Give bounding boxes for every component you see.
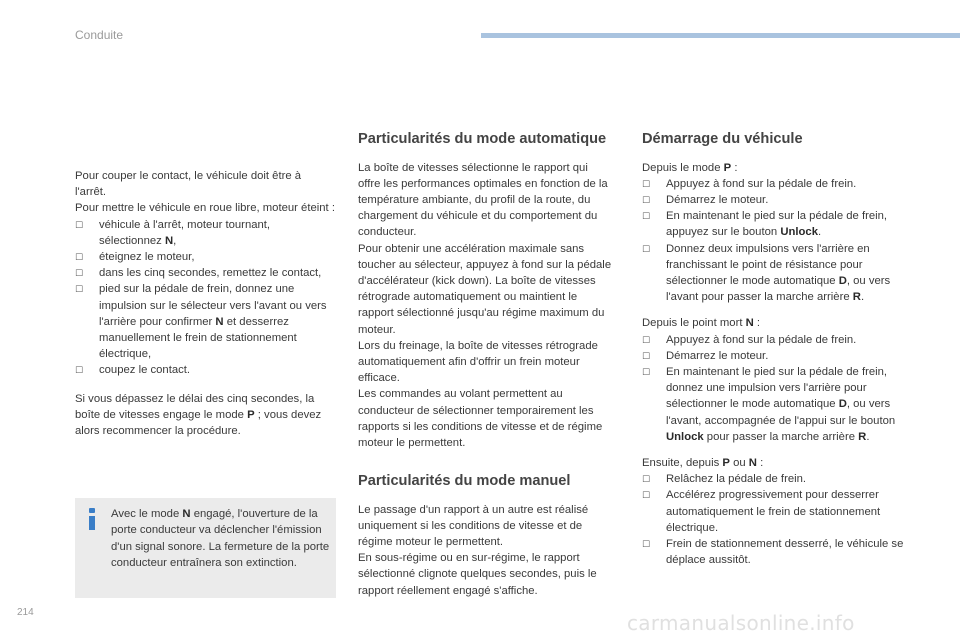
paragraph: Lors du freinage, la boîte de vitesses rétrograde automatiquement afin d'offrir un frein moteur efficace. bbox=[358, 339, 598, 385]
ballot-box-icon: ☐ bbox=[642, 178, 651, 189]
subsection-intro: Depuis le point mort N : bbox=[642, 317, 761, 330]
ballot-box-icon: ☐ bbox=[75, 284, 84, 295]
list-item: ☐ En maintenant le pied sur la pédale de frein, appuyez sur le bouton Unlock. bbox=[642, 210, 888, 239]
list-item: ☐ Appuyez à fond sur la pédale de frein. bbox=[642, 332, 904, 348]
intro-text: Pour couper le contact, le véhicule doit être à l'arrêt. bbox=[75, 170, 302, 199]
info-icon bbox=[87, 508, 99, 530]
section-title-start: Démarrage du véhicule bbox=[642, 131, 803, 147]
ballot-box-icon: ☐ bbox=[75, 252, 84, 263]
list-item: ☐ dans les cinq secondes, remettez le contact, bbox=[75, 265, 335, 281]
ballot-box-icon: ☐ bbox=[642, 350, 651, 361]
info-box bbox=[75, 498, 336, 598]
list-item: ☐ Accélérez progressivement pour desserrer automatiquement le frein de stationnement électrique. bbox=[642, 489, 881, 534]
section-title-auto: Particularités du mode automatique bbox=[358, 131, 607, 147]
paragraph: La boîte de vitesses sélectionne le rapport qui offre les performances optimales en fonction de la température ambiante, du profil de la route, du chargement du véhicule et du comportement du conducteur. bbox=[358, 161, 608, 239]
subsection-intro: Ensuite, depuis P ou N : bbox=[642, 456, 764, 469]
ballot-box-icon: ☐ bbox=[642, 334, 651, 345]
list-item: ☐ Donnez deux impulsions vers l'arrière en franchissant le point de résistance pour sélectionner le mode automatique D, ou vers l'avant pour passer la marche arrière R. bbox=[642, 242, 891, 304]
list-item: ☐ pied sur la pédale de frein, donnez une impulsion sur le sélecteur vers l'avant ou vers l'arrière pour confirmer N et desserrez manuellement le frein de stationnement électrique, bbox=[75, 283, 327, 361]
list-item: ☐ Démarrez le moteur. bbox=[642, 192, 904, 208]
list-item: ☐ Démarrez le moteur. bbox=[642, 348, 904, 364]
page-number: 214 bbox=[17, 607, 34, 618]
ballot-box-icon: ☐ bbox=[642, 194, 651, 205]
list-item: ☐ En maintenant le pied sur la pédale de frein, donnez une impulsion vers l'arrière pour sélectionner le mode automatique D, ou vers l'avant, accompagnée de l'appui sur le bouton Unlock pour passer la marche arrière R. bbox=[642, 365, 896, 443]
ballot-box-icon: ☐ bbox=[642, 538, 651, 549]
list-item: ☐ coupez le contact. bbox=[75, 362, 335, 378]
section-title-manual: Particularités du mode manuel bbox=[358, 473, 571, 490]
column-right bbox=[642, 131, 904, 568]
paragraph: En sous-régime ou en sur-régime, le rapport sélectionné clignote quelques secondes, puis le rapport réellement engagé s'affiche. bbox=[358, 552, 597, 597]
list-item: ☐ véhicule à l'arrêt, moteur tournant, sélectionnez N, bbox=[75, 218, 271, 247]
ballot-box-icon: ☐ bbox=[642, 211, 651, 222]
neutral-steps-list bbox=[75, 217, 335, 379]
paragraph: Le passage d'un rapport à un autre est réalisé uniquement si les conditions de vitesse et de régime moteur le permettent. bbox=[358, 503, 589, 549]
paragraph: Les commandes au volant permettent au conducteur de sélectionner temporairement les rapports si les conditions de vitesse et de régime moteur le permettent. bbox=[358, 388, 603, 449]
start-from-p-list bbox=[642, 176, 904, 306]
section-header: Conduite bbox=[75, 28, 124, 42]
ballot-box-icon: ☐ bbox=[75, 219, 84, 230]
column-left bbox=[75, 168, 335, 439]
after-start-list bbox=[642, 471, 904, 568]
watermark: carmanualsonline.info bbox=[627, 611, 855, 635]
list-item: ☐ Appuyez à fond sur la pédale de frein. bbox=[642, 176, 904, 192]
info-text: Avec le mode N engagé, l'ouverture de la porte conducteur va déclencher l'émission d'un signal sonore. La fermeture de la porte conducteur entraînera son extinction. bbox=[111, 508, 330, 570]
list-item: ☐ éteignez le moteur, bbox=[75, 249, 335, 265]
ballot-box-icon: ☐ bbox=[642, 474, 651, 485]
ballot-box-icon: ☐ bbox=[642, 243, 651, 254]
subsection-intro: Depuis le mode P : bbox=[642, 161, 738, 174]
intro-text: Pour mettre le véhicule en roue libre, moteur éteint : bbox=[75, 202, 335, 215]
paragraph: Pour obtenir une accélération maximale sans toucher au sélecteur, appuyez à fond sur la pédale d'accélérateur (kick down). La boîte de vitesses rétrograde automatiquement ou maintient le rapport sélectionné jusqu'au régime maximum du moteur. bbox=[358, 242, 612, 336]
header-accent-bar bbox=[481, 33, 960, 38]
timeout-paragraph: Si vous dépassez le délai des cinq secondes, la boîte de vitesses engage le mode P ; vous devez alors recommencer la procédure. bbox=[75, 392, 322, 438]
ballot-box-icon: ☐ bbox=[75, 365, 84, 376]
column-middle bbox=[358, 131, 612, 599]
start-from-n-list bbox=[642, 332, 904, 445]
ballot-box-icon: ☐ bbox=[642, 366, 651, 377]
ballot-box-icon: ☐ bbox=[75, 268, 84, 279]
ballot-box-icon: ☐ bbox=[642, 490, 651, 501]
list-item: ☐ Relâchez la pédale de frein. bbox=[642, 471, 904, 487]
list-item: ☐ Frein de stationnement desserré, le véhicule se déplace aussitôt. bbox=[642, 537, 904, 567]
